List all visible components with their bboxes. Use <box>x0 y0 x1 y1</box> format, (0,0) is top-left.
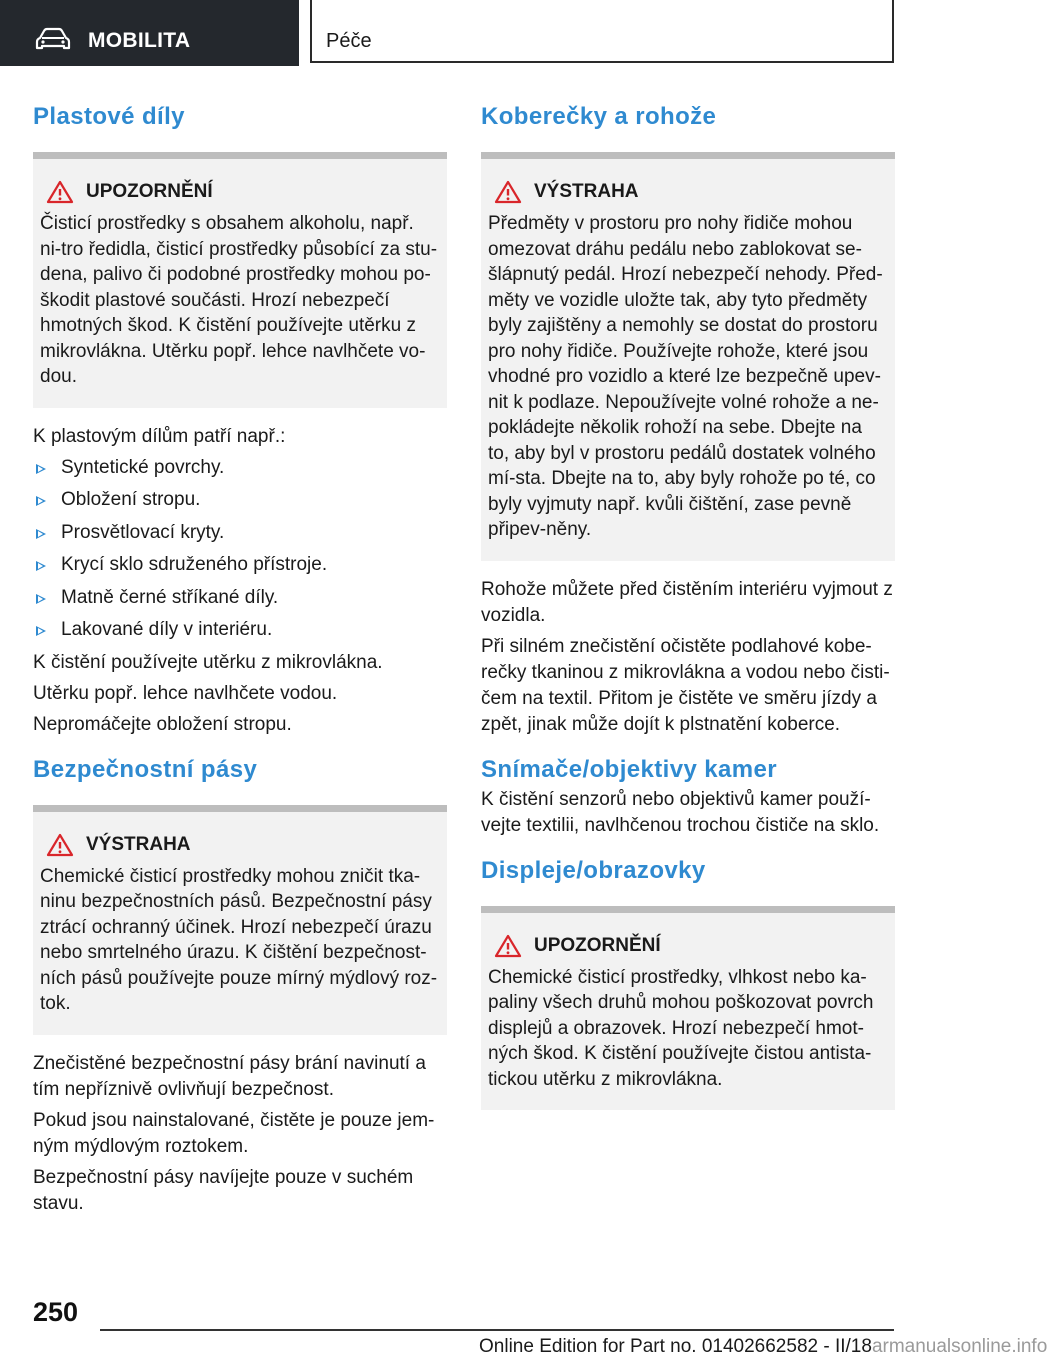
heading-seat-belts: Bezpečnostní pásy <box>33 755 258 783</box>
left-column <box>33 100 447 1222</box>
warning-triangle-icon <box>46 833 74 857</box>
notice-text: Chemické čisticí prostředky mohou zničit tka-ninu bezpečnostních pásů. Bezpečnostní pásy ztrácí ochranný účinek. Hrozí nebezpečí úrazu nebo smrtelného úrazu. K čištění bezpečnost-ních pásů používejte pouze mírný mýdlový roz-tok. <box>40 865 438 1014</box>
notice-text: Čisticí prostředky s obsahem alkoholu, např. ni-tro ředidla, čisticí prostředky působící za stu-dena, palivo či podobné prostředky mohou po-škodit plastové součásti. Hrozí nebezpečí hmotných škod. K čistění používejte utěrku z mikrovlákna. Utěrku popř. lehce navlhčete vo-dou. <box>40 213 438 387</box>
bullet-triangle-icon <box>36 529 46 539</box>
footer-divider <box>100 1329 894 1331</box>
list-item: Syntetické povrchy. <box>33 455 447 481</box>
warning-triangle-icon <box>494 934 522 958</box>
bullet-triangle-icon <box>36 594 46 604</box>
paragraph-intro: K plastovým dílům patří např.: <box>33 425 286 447</box>
page-number: 250 <box>33 1297 79 1327</box>
notice-title-text: VÝSTRAHA <box>534 181 639 202</box>
paragraph: Pokud jsou nainstalované, čistěte je pouze jem-ným mýdlovým roztokem. <box>33 1109 435 1157</box>
paragraph: Při silném znečistění očistěte podlahové kobe-rečky tkaninou z mikrovlákna a vodou nebo čisti-čem na textil. Přitom je čistěte ve směru jízdy a zpět, jinak může dojít k plstnatění koberce. <box>481 635 890 735</box>
footer-edition <box>479 1336 1047 1358</box>
car-icon <box>36 28 70 50</box>
heading-floor-mats: Koberečky a rohože <box>481 103 717 130</box>
paragraph: Znečistěné bezpečnostní pásy brání navinutí a tím nepříznivě ovlivňují bezpečnost. <box>33 1052 426 1100</box>
page-header <box>0 0 960 66</box>
notice-box-belts <box>33 805 447 1035</box>
bullet-triangle-icon <box>36 561 46 571</box>
notice-title <box>40 177 439 207</box>
paragraph: Nepromáčejte obložení stropu. <box>33 713 292 735</box>
warning-triangle-icon <box>494 180 522 204</box>
watermark: armanualsonline.info <box>871 1336 1047 1357</box>
bullet-triangle-icon <box>36 464 46 474</box>
warning-triangle-icon <box>46 180 74 204</box>
right-column <box>481 100 895 1126</box>
notice-box-plastic <box>33 152 447 408</box>
heading-plastic-parts: Plastové díly <box>33 103 185 130</box>
heading-sensors-cameras: Snímače/objektivy kamer <box>481 755 778 783</box>
notice-title-text: UPOZORNĚNÍ <box>86 181 213 202</box>
chapter-tab-label: Péče <box>326 30 372 52</box>
notice-title-text: UPOZORNĚNÍ <box>534 934 661 956</box>
paragraph: Bezpečnostní pásy navíjejte pouze v suchém stavu. <box>33 1166 414 1214</box>
notice-box-displays <box>481 906 895 1111</box>
list-item: Krycí sklo sdruženého přístroje. <box>33 552 447 578</box>
notice-box-mats <box>481 152 895 561</box>
edition-text: Online Edition for Part no. 01402662582 - II/18 <box>479 1336 872 1357</box>
paragraph: Utěrku popř. lehce navlhčete vodou. <box>33 682 338 704</box>
list-item: Lakované díly v interiéru. <box>33 617 447 643</box>
list-item: Matně černé stříkané díly. <box>33 585 447 611</box>
section-tab-mobilita[interactable] <box>0 0 299 66</box>
notice-title <box>488 931 887 961</box>
bullet-triangle-icon <box>36 626 46 636</box>
heading-displays: Displeje/obrazovky <box>481 856 706 884</box>
notice-title <box>40 830 439 860</box>
section-tab-label: MOBILITA <box>88 29 191 52</box>
notice-title <box>488 177 887 207</box>
notice-title-text: VÝSTRAHA <box>86 833 191 855</box>
list-item: Prosvětlovací kryty. <box>33 520 447 546</box>
list-item: Obložení stropu. <box>33 487 447 513</box>
notice-text: Předměty v prostoru pro nohy řidiče mohou omezovat dráhu pedálu nebo zablokovat se-šlápnutý pedál. Hrozí nebezpečí nehody. Před-měty ve vozidle uložte tak, aby tyto předměty byly zajištěny a nemohly se dostat do prostoru pro nohy řidiče. Používejte rohože, které jsou vhodné pro vozidlo a které lze bezpečně upev-nit k podlaze. Nepoužívejte volné rohože a ne-pokládejte několik rohoží na sebe. Dbejte na to, aby byl v prostoru pedálů dostatek volného mí-sta. Dbejte na to, aby byly rohože po té, co byly vyjmuty např. kvůli čištění, zase pevně připev-něny. <box>488 213 883 540</box>
bullet-triangle-icon <box>36 496 46 506</box>
paragraph: K čistění používejte utěrku z mikrovlákna. <box>33 651 383 673</box>
paragraph: K čistění senzorů nebo objektivů kamer použí-vejte textilii, navlhčenou trochou čističe na sklo. <box>481 788 880 836</box>
plastic-parts-list <box>33 455 447 644</box>
paragraph: Rohože můžete před čistěním interiéru vyjmout z vozidla. <box>481 578 893 626</box>
chapter-tab-pece[interactable] <box>310 0 894 63</box>
notice-text: Chemické čisticí prostředky, vlhkost nebo ka-paliny všech druhů mohou poškozovat povrch displejů a obrazovek. Hrozí nebezpečí hmot-ných škod. K čistění používejte čistou antista-tickou utěrku z mikrovlákna. <box>488 966 874 1090</box>
